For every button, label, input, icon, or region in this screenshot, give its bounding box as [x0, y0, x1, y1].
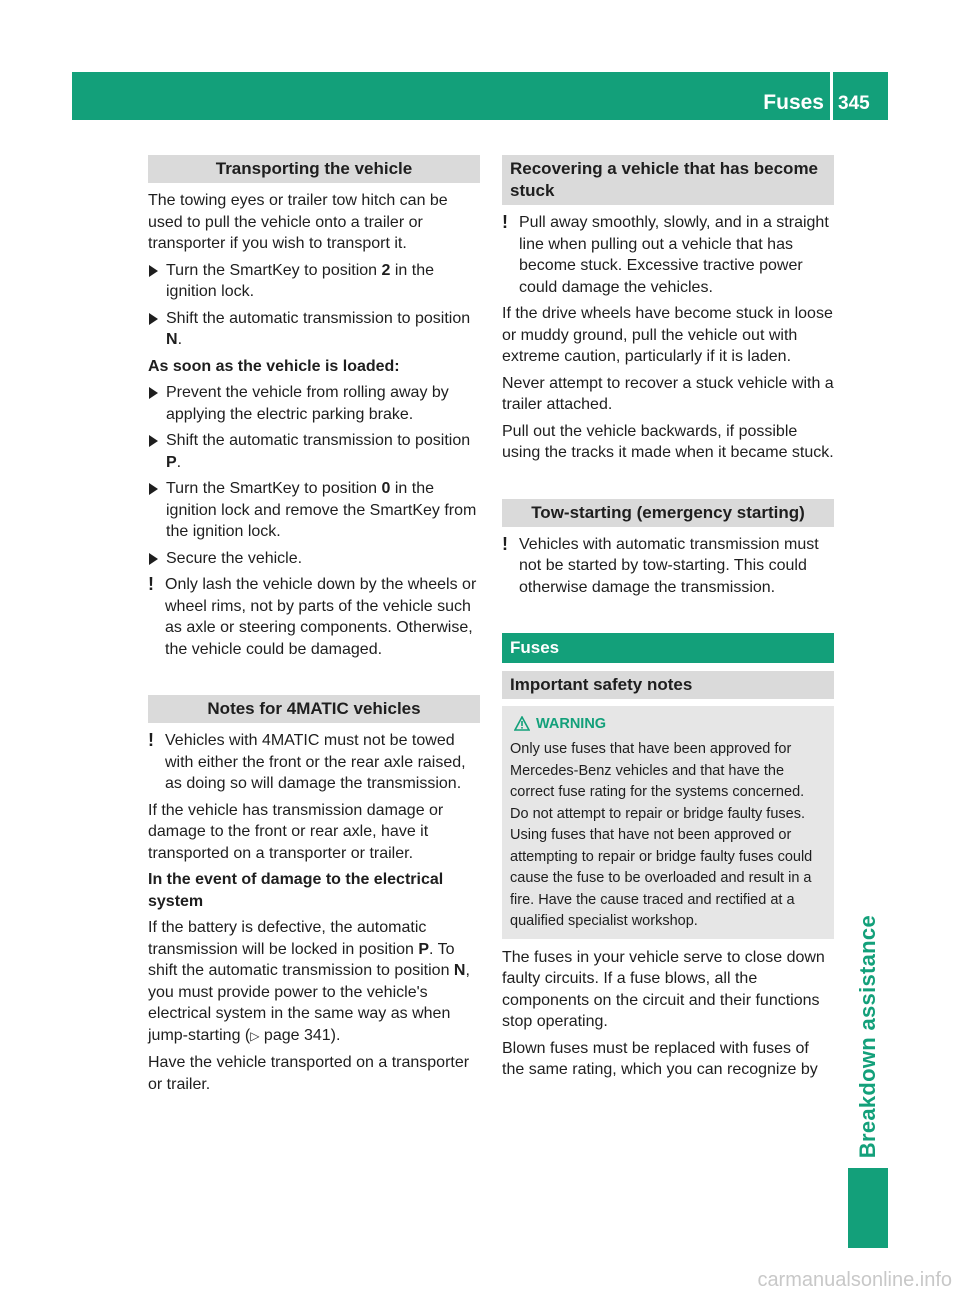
transport-intro: The towing eyes or trailer tow hitch can be used to pull the vehicle onto a trailer or transporter if you wish to transport it. — [148, 192, 448, 252]
step-arrow-icon — [149, 553, 158, 565]
header-separator — [830, 72, 833, 120]
loaded-subheading: As soon as the vehicle is loaded: — [148, 357, 400, 375]
exclamation-icon: ! — [502, 212, 508, 232]
matic-paragraph: If the vehicle has transmission damage or damage to the front or rear axle, have it transported on a transporter or trailer. — [148, 801, 444, 862]
watermark: carmanualsonline.info — [757, 1269, 952, 1291]
warning-text: Only use fuses that have been approved for Mercedes-Benz vehicles and that have the correct fuse rating for the systems concerned. Do not attempt to repair or bridge faulty fuses. Using fuses that have not been approved or attempting to repair or bridge faulty fuses could cause the fuse to be overloaded and result in a fire. Have the cause traced and rectified at a qualified specialist workshop. — [510, 741, 813, 929]
step-item: Turn the SmartKey to position 2 in the ignition lock. — [148, 260, 480, 303]
step-arrow-icon — [149, 435, 158, 447]
page-number: 345 — [838, 93, 870, 114]
step-arrow-icon — [149, 387, 158, 399]
step-item: Turn the SmartKey to position 0 in the ignition lock and remove the SmartKey from the ignition lock. — [148, 478, 480, 543]
exclamation-icon: ! — [148, 730, 154, 750]
step-item: Secure the vehicle. — [148, 548, 480, 570]
page-ref-arrow-icon: ▷ — [250, 1028, 260, 1043]
step-item: Shift the automatic transmission to position P. — [148, 430, 480, 473]
right-column — [502, 155, 834, 1086]
stuck-paragraph-3: Pull out the vehicle backwards, if possible using the tracks it made when it became stuck. — [502, 422, 834, 461]
heading-tow-starting: Tow-starting (emergency starting) — [502, 499, 834, 527]
step-arrow-icon — [149, 483, 158, 495]
warning-triangle-icon — [514, 716, 530, 731]
heading-fuses: Fuses — [502, 633, 834, 663]
fuses-paragraph-2: Blown fuses must be replaced with fuses of the same rating, which you can recognize by — [502, 1039, 818, 1078]
stuck-paragraph-1: If the drive wheels have become stuck in loose or muddy ground, pull the vehicle out with extreme caution, particularly if it is laden. — [502, 305, 833, 365]
stuck-paragraph-2: Never attempt to recover a stuck vehicle with a trailer attached. — [502, 374, 834, 413]
section-tab-label: Breakdown assistance — [855, 914, 881, 1158]
caution-note: ! Only lash the vehicle down by the wheels or wheel rims, not by parts of the vehicle such as axle or steering components. Otherwise, the vehicle could be damaged. — [148, 574, 477, 658]
electrical-subheading: In the event of damage to the electrical system — [148, 871, 444, 910]
caution-note: ! Vehicles with automatic transmission must not be started by tow-starting. This could otherwise damage the transmission. — [502, 533, 819, 596]
heading-safety-notes: Important safety notes — [502, 671, 834, 699]
step-arrow-icon — [149, 265, 158, 277]
running-title: Fuses — [763, 91, 824, 114]
exclamation-icon: ! — [502, 533, 508, 554]
fuses-paragraph-1: The fuses in your vehicle serve to close down faulty circuits. If a fuse blows, all the components on the circuit and their functions stop operating. — [502, 948, 825, 1030]
section-tab-marker — [848, 1168, 888, 1248]
exclamation-icon: ! — [148, 574, 154, 594]
caution-note: ! Pull away smoothly, slowly, and in a straight line when pulling out a vehicle that has become stuck. Excessive tractive power could damage the vehicles. — [502, 212, 829, 296]
heading-4matic: Notes for 4MATIC vehicles — [148, 695, 480, 723]
caution-note: ! Vehicles with 4MATIC must not be towed with either the front or the rear axle raised, as doing so will damage the transmission. — [148, 730, 466, 792]
heading-recovering: Recovering a vehicle that has become stuck — [502, 155, 834, 205]
step-arrow-icon — [149, 313, 158, 325]
warning-header: WARNING — [510, 714, 826, 736]
step-item: Shift the automatic transmission to position N. — [148, 308, 480, 351]
electrical-paragraph: If the battery is defective, the automatic transmission will be locked in position P. To shift the automatic transmission to position N, you must provide power to the vehicle's electrical system in the same way as when jump-starting (▷ page 341). — [148, 919, 470, 1044]
transport-final-paragraph: Have the vehicle transported on a transporter or trailer. — [148, 1054, 470, 1093]
warning-box — [502, 706, 834, 939]
left-column — [148, 155, 480, 1100]
heading-transporting: Transporting the vehicle — [148, 155, 480, 183]
section-tab-label-wrap — [848, 128, 888, 1158]
step-item: Prevent the vehicle from rolling away by applying the electric parking brake. — [148, 382, 480, 425]
